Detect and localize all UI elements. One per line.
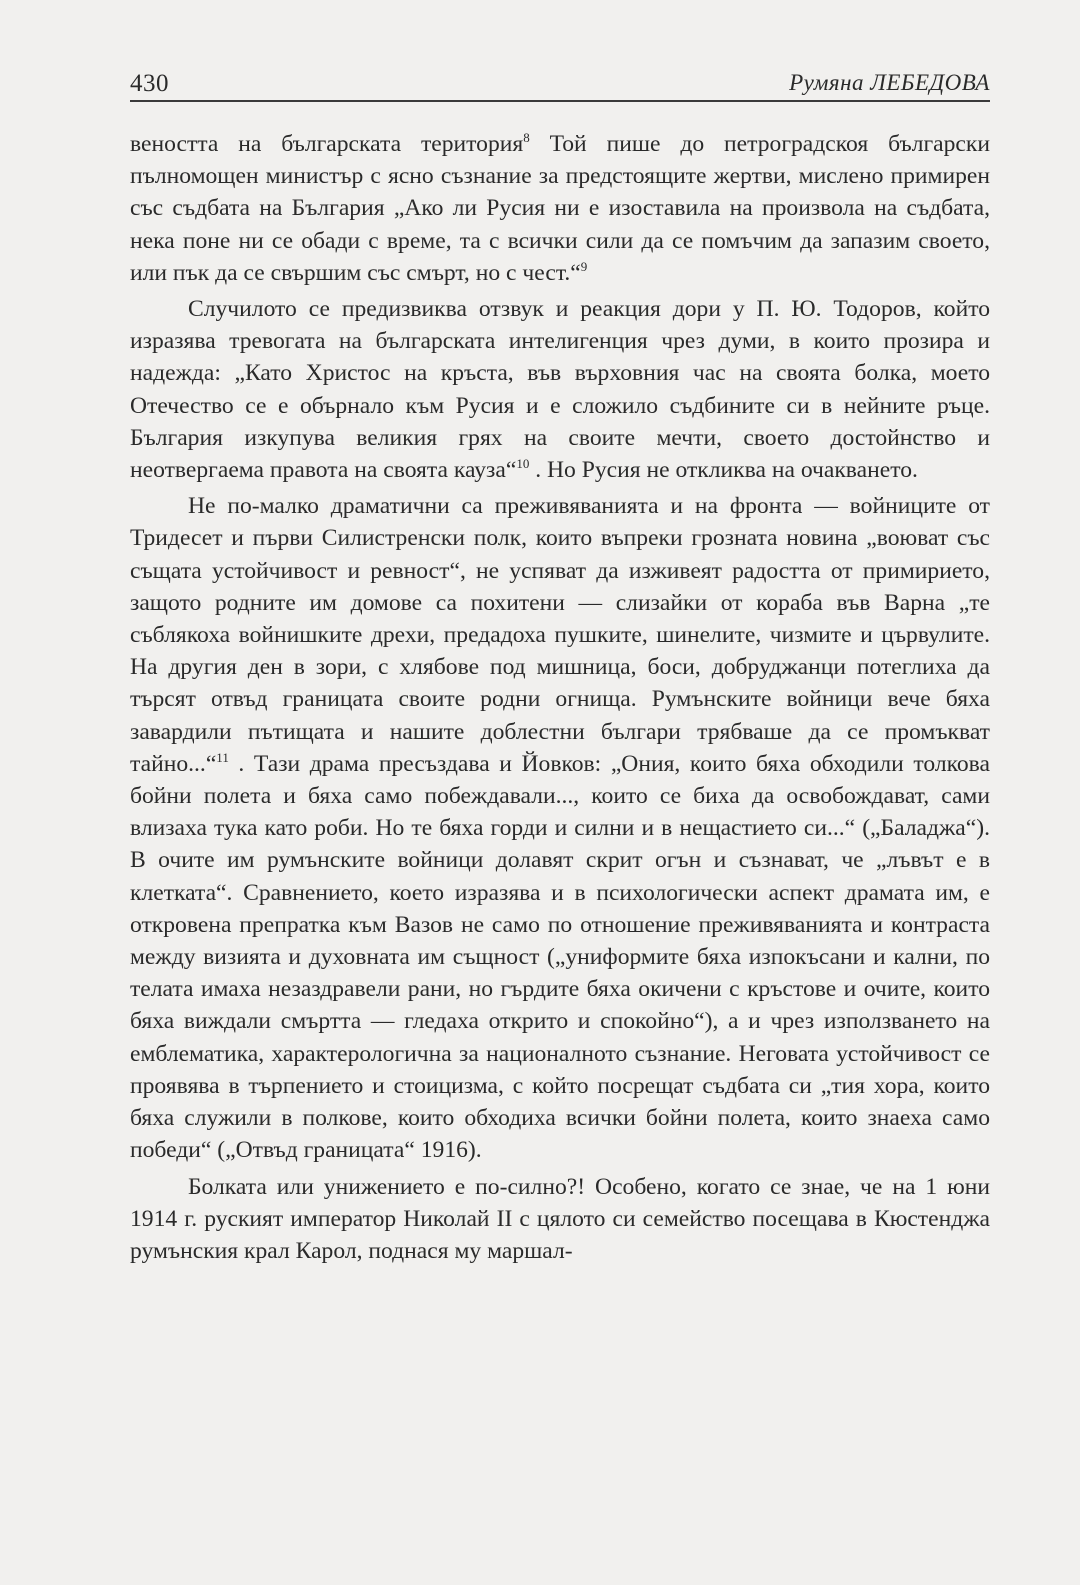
- text-run: веността на българската територия: [130, 131, 524, 157]
- text-run: Болката или унижението е по-силно?! Особено, когато се знае, че на 1 юни 1914 г. руският император Николай II с цялото си семейство посещава в Кюстенджа румънския крал Карол, поднася му маршал-: [130, 1173, 990, 1264]
- text-run: Случилото се предизвиква отзвук и реакция дори у П. Ю. Тодоров, който изразява тревогата на българската интелигенция чрез думи, в които прозира и надежда: „Като Христос на кръста, във върховния час на своята болка, моето Отечество се е обърнало към Русия и е сложило съдбините си в нейните ръце. България изкупува великия грях на своите мечти, своето достойнство и неотвергаема правота на своята кауза“: [130, 296, 990, 484]
- page-header: [130, 66, 990, 102]
- text-run: . Тази драма пресъздава и Йовков: „Ония, които бяха обходили толкова бойни полета и бяха само побеждавали..., които се биха да освобождават, сами влизаха тука като роби. Но те бяха горди и силни и в нещастието си...“ („Баладжа“). В очите им румънските войници долавят скрит огън и съзнават, че „лъвът е в клетката“. Сравнението, което изразява и в психологически аспект драмата им, е откровена препратка към Вазов не само по отношение преживяванията и контраста между визията и духовната им същност („униформите бяха изпокъсани и кални, по телата имаха незаздравели рани, но гърдите бяха окичени с кръстове и очите, които бяха виждали смъртта — гледаха открито и спокойно“), а и чрез използването на емблематика, характерологична за националното съзнание. Неговата устойчивост се проявява в търпението и стоицизма, с който посрещат съдбата си „тия хора, които бяха служили в полкове, които обходиха всички бойни полета, които знаеха само победи“ („Отвъд границата“ 1916).: [130, 750, 990, 1164]
- page-number: 430: [130, 70, 169, 97]
- paragraph-2: [130, 293, 990, 486]
- paragraph-3: [130, 490, 990, 1166]
- text-run: . Но Русия не откликва на очакването.: [529, 457, 918, 484]
- footnote-ref-9: 9: [580, 258, 588, 274]
- body-text: [130, 128, 990, 1267]
- paragraph-4: [130, 1171, 990, 1268]
- footnote-ref-11: 11: [216, 750, 229, 765]
- text-run: Не по-малко драматични са преживяванията и на фронта — войниците от Тридесет и първи Силистренски полк, които въпреки грозната новина „воюват със същата устойчивост и ревност“, не успяват да изживеят радостта от примирието, защото родните им домове са похитени — слизайки от кораба във Варна „те съблякоха войнишките дрехи, предадоха пушките, шинелите, чизмите и цървулите. На другия ден в зори, с хлябове под мишница, боси, добруджанци потеглиха да търсят отвъд границата своите родни огнища. Румънските войници вече бяха завардили пътищата и нашите доблестни българи трябваше да се промъкват тайно...“: [130, 493, 990, 777]
- text-run: Той пише до петроградскоя български пълномощен министър с ясно съзнание за предстоящите жертви, мислено примирен със съдбата на България „Ако ли Русия ни е изоставила на произвола на съдбата, нека поне ни се обади с време, та с всички сили да се помъчим да запазим своето, или пък да се свършим със смърт, но с чест.“: [130, 131, 990, 286]
- footnote-ref-10: 10: [516, 456, 530, 472]
- running-head-author: Румяна ЛЕБЕДОВА: [789, 70, 990, 95]
- paragraph-1: [130, 128, 990, 289]
- footnote-ref-8: 8: [523, 130, 530, 146]
